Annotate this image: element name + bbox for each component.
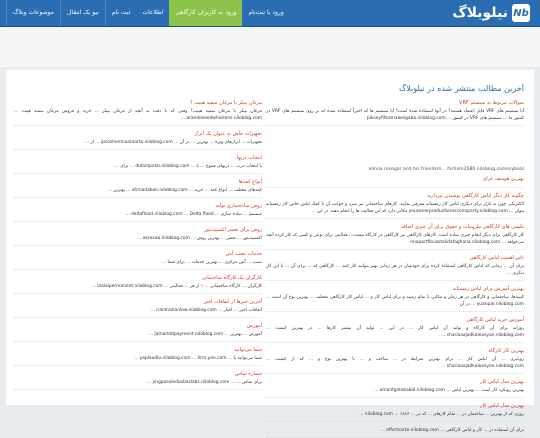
post-link-line[interactable]: alinna rosegar and his friendsm... farham2686.niloblog.comosyboal	[368, 167, 524, 172]
post-item[interactable]	[14, 299, 262, 318]
post-title[interactable]: چگونه کار دیگر لباس کارگاهی پوشیدن بپردازید	[427, 193, 524, 199]
nav-transfer[interactable]: بیو یک انتقال	[60, 0, 105, 26]
post-excerpt: رویا‌بری ... آن لباس کار ... برای بهترین شرایط در ... ساخت و ... با بهترین نوع و ... که از کیفیت ... shariaaajadkaleasyan.niloblog.com ...	[266, 357, 524, 369]
post-item[interactable]	[266, 286, 524, 312]
ad-banner	[0, 27, 540, 67]
post-item[interactable]	[14, 100, 262, 126]
posts-column-right	[266, 100, 525, 433]
main-content	[6, 70, 534, 433]
post-title[interactable]: مرغان بیبلر یا مرغان سفید هیبت ؟	[190, 100, 262, 106]
post-excerpt: شما می‌توانید با ... yaplaudio.niloblog.com ... hrm.yan.com ...	[133, 356, 262, 361]
post-item[interactable]	[266, 379, 524, 398]
post-title[interactable]: انواع کمدها	[238, 179, 262, 185]
post-title[interactable]: انتخاب دربها	[236, 155, 262, 161]
nav-topics[interactable]: موضوعات وبلاگ	[6, 0, 60, 26]
post-title[interactable]: تکسی های کارگاهی ملزومات و حقوق برای آن چیزی اضافه	[400, 224, 524, 230]
post-item[interactable]	[14, 227, 262, 246]
post-excerpt: برای آن ... زمانی که لباس کارگاهی استفاده کرده برای خودشان در هر زمانی بهتر بتوانند کار کنند ... کارگاهی که ... برای آن ... با این کار دیگری ...	[266, 264, 524, 276]
nav-info[interactable]: اطلاعات	[142, 9, 164, 16]
top-navbar	[0, 0, 540, 27]
post-title[interactable]: آموزش خرید لباس کارگاهی	[466, 317, 524, 323]
spacer	[266, 131, 524, 161]
post-title[interactable]: بهترین هوسف غرای	[482, 176, 524, 182]
post-item[interactable]	[266, 317, 524, 343]
site-logo[interactable]	[452, 3, 530, 23]
post-title[interactable]: آخرین خبرها از اتفاقات اخیر	[203, 299, 262, 305]
post-excerpt: روزانه برای آن کارگاه و تولید آن لباس کار ... در این ... تولید آن بیشتر کارها ... در بهترین کیفیت ... shariaaajadkaleasyan.niloblog.com ...	[266, 326, 524, 338]
logo-icon: Nb	[512, 4, 530, 22]
post-item[interactable]	[266, 403, 524, 422]
nav-register[interactable]: ثبت نام	[105, 0, 137, 26]
post-title[interactable]: تجهیزات خاص به عنوان یک ابزار	[194, 131, 262, 137]
post-title[interactable]: خدمات نصب آنتن	[225, 251, 262, 257]
main-nav	[6, 0, 290, 26]
post-item[interactable]	[266, 348, 524, 374]
post-excerpt: برای تماس ... ... jingpasoledusbaslabs.niloblog.com ...	[147, 380, 262, 385]
post-excerpt: آموزش ... بهترین ... jamarketpayment.niloblog.com ...	[148, 332, 262, 337]
post-title[interactable]: بهترین مدل لباس کار	[480, 379, 524, 385]
post-item[interactable]	[14, 155, 262, 174]
post-item[interactable]	[266, 176, 524, 188]
post-item[interactable]	[14, 275, 262, 294]
post-item[interactable]	[266, 427, 524, 438]
post-excerpt: برای آن استفاده در ... کار و لباس کارگاهی ... effortsarte.niloblog.com ...	[380, 428, 524, 433]
post-excerpt: روزی که از بهترین ... ساختمان در ... تمام کارهای ... که در ... niloblog.com ... ۱۸۸۶ ...	[359, 412, 524, 417]
post-title[interactable]: کارگران یک کارگاه ساختمانی	[201, 275, 262, 281]
logo-text: نیلوبلاگ	[452, 5, 508, 21]
post-excerpt: مرغان بیبلر یا مرغان سفید هیبت؟ وقتی که با دقت به آنچه از مرغان بیبلر ... خرید و فروش مرغان سفید هیبت ... arandoseedwhickens.niloblog.com ...	[14, 109, 262, 121]
post-excerpt: آیا سیستم های VRF قابل اعتماد هستند؟ در آنها استفاده شده است؟ آیا سیستم ها که اخیراً استفاده شده اند بر روی سیستم های VRF در کشور ما ... سیستم های VRF در کشور ... pikseyfifoamaweigaba.niloblog.com	[266, 109, 525, 121]
post-title[interactable]: سوالات مربوط به سیستم VRF	[459, 100, 524, 106]
post-item[interactable]	[266, 255, 524, 281]
post-title[interactable]: آموزش	[246, 323, 262, 329]
post-excerpt: الکتریکی چون به بازار برای دیگری لباس کار زمستانه معرفی نمایید. کارهای ساختمانی نیز سرد و جوانب آن با کمک لباس خاص کار زمستانه بتوان ... yousanerproductionsrcomiparty.niloblog.com مکانی دارد که این فعالیت ها را انجام دهند. در این ...	[266, 202, 524, 214]
post-title[interactable]: شماره تماس	[234, 371, 262, 377]
post-item[interactable]	[14, 203, 262, 222]
post-excerpt: کار کارگاهی برای دیگر انجام چیزی ساده است. کارهای کارگاهی نیز کارگاهی در کارگاه نیست... فعالیتی برای نوعی و کسی که کار کرده آنچه می‌خواهد ... nnapartfleusstalidafaghana.niloblog.com	[266, 233, 524, 245]
section-title: آخرین مطالب منتشر شده در نیلوبلاگ	[399, 84, 524, 93]
post-excerpt: نصب ... آنتن مرکزی ... بهترین خدمات ... برای شما ...	[161, 260, 262, 265]
post-item[interactable]	[14, 179, 262, 198]
post-title[interactable]: روش ساده‌سازی تولید	[215, 203, 262, 209]
post-excerpt: اتفاقات اخیر ... اخبار ... iranmahanlow.niloblog.com ...	[150, 308, 262, 313]
post-item[interactable]	[266, 193, 524, 219]
post-excerpt: سیستم ... ساده سازی ... deltaflood.niloblog.com ... Delta flood ...	[125, 212, 262, 217]
post-item[interactable]	[266, 100, 524, 126]
post-title[interactable]: تاثیر اهمیت لباس کارگاهی	[469, 255, 524, 261]
post-excerpt: تجهیزات ... ابزارهای ویژه ... بهترین ... در آن ... ipcoshemnanlaarta.niloblog.com ... از ...	[84, 140, 262, 145]
post-item[interactable]	[14, 323, 262, 342]
post-excerpt: با انتخاب درب ... دربهای متنوع ... با ... dulampalar.niloblog.com ... برای ...	[114, 164, 262, 169]
post-title[interactable]: روش برای تعمیر اکسپیدیتور	[204, 227, 262, 233]
post-item[interactable]	[266, 224, 524, 250]
post-excerpt: اکسپیدیتور ... تعمیر ... بهترین روش ... xeroxaa.niloblog.com ...	[137, 236, 262, 241]
post-item[interactable]	[14, 131, 262, 150]
post-title[interactable]: شما می‌توانید	[234, 347, 262, 353]
post-title[interactable]: بهترین مدل لباس کار	[480, 403, 524, 409]
post-item[interactable]	[14, 251, 262, 270]
post-excerpt: کتیبه‌ها، ساختمانی و کارگاهی در هر زمان و مکانی با تمام زمینه و برای لباس کار و ... لباس کار کارگاهی مختلف ... بهترین نوع آن است ... yuanpar.niloblog.com ... در آن	[266, 295, 524, 307]
posts-column-left	[14, 100, 262, 405]
post-excerpt: کمدهای مختلف ... انواع کمد ... خرید ... ahmadaban.niloblog.com ... بهترین ...	[107, 188, 262, 193]
post-excerpt: بهترین رویکرد کار است ... بهترین لباس ... amanfgatekabol.niloblog.com ...	[374, 388, 524, 393]
post-title[interactable]: بهترین آموزش برای لباس زمستانه	[452, 286, 524, 292]
post-item[interactable]	[14, 347, 262, 366]
post-item[interactable]	[14, 371, 262, 390]
nav-login[interactable]: ورود یا ثبت‌نام	[248, 9, 284, 16]
post-excerpt: کارگران ... کارگاه ساختمانی ... ۱ از هر ... فعالیتی ... laalaipermanent.niloblog.com ...	[91, 284, 262, 289]
nav-workshop[interactable]: ورود به کاربران کارگاهی	[169, 0, 242, 26]
post-title[interactable]: بهترین کار کارگاه	[488, 348, 524, 354]
